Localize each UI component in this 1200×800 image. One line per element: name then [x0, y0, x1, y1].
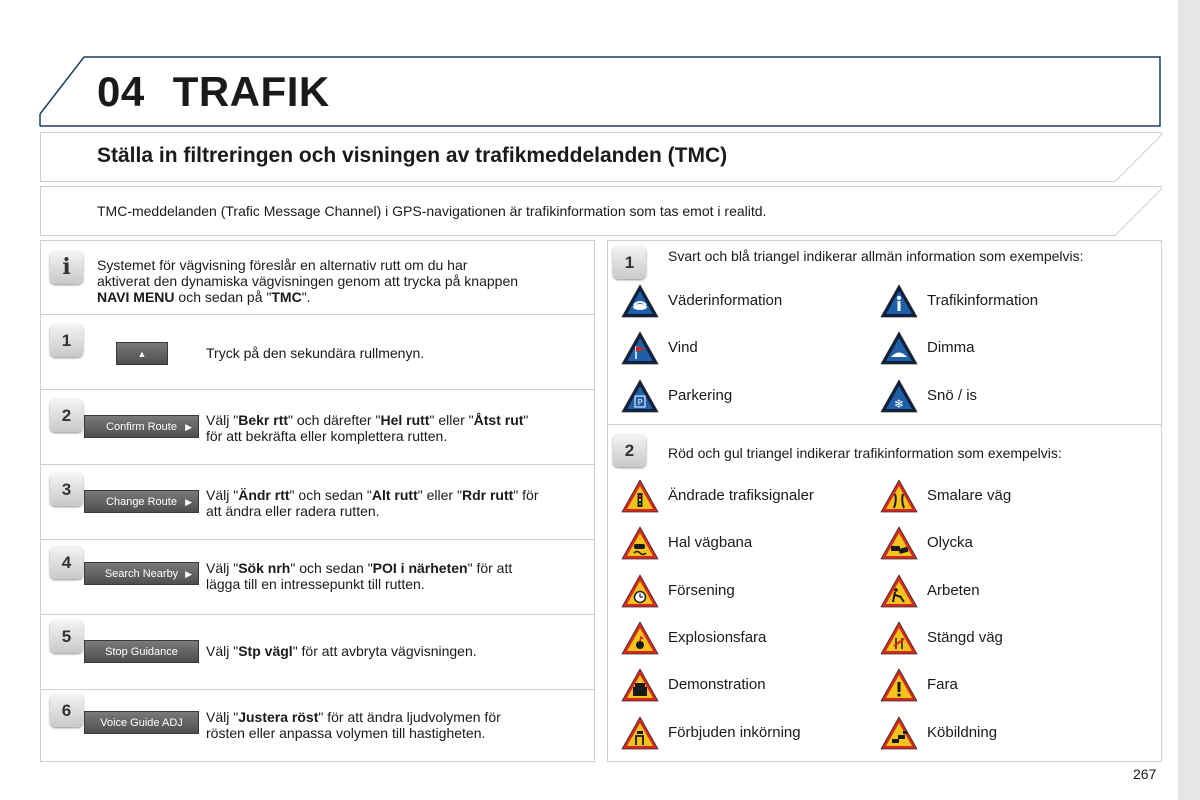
search-nearby-button[interactable]: [84, 562, 199, 585]
chapter-name: TRAFIK: [172, 68, 330, 115]
demonstration-icon: [621, 668, 659, 702]
text-fragment: " och sedan ": [290, 560, 373, 576]
change-route-button[interactable]: [84, 490, 199, 513]
menu-option-label: Bekr rtt: [238, 412, 289, 428]
explosion-hazard-icon: [621, 621, 659, 655]
intro-text: TMC-meddelanden (Trafic Message Channel) i GPS-navigationen är trafikinformation som tas emot i realitd.: [97, 203, 767, 219]
menu-option-label: Ändr rtt: [238, 487, 290, 503]
step-5-text: [206, 643, 594, 659]
parking-icon: [621, 379, 659, 413]
step-row-1: [41, 314, 594, 390]
voice-guide-adj-label: Voice Guide ADJ: [100, 717, 183, 729]
narrow-road-icon: [880, 479, 918, 513]
menu-option-label: Åtst rut: [473, 412, 524, 428]
slippery-road-icon: [621, 526, 659, 560]
closed-road-icon: [880, 621, 918, 655]
sign-label: Hal vägbana: [668, 534, 753, 552]
svg-text:❄: ❄: [893, 396, 905, 411]
step-6-badge: 6: [50, 694, 83, 727]
menu-option-label: Hel rutt: [380, 412, 430, 428]
traffic-signals-icon: [621, 479, 659, 513]
sign-label: Smalare väg: [927, 487, 1012, 504]
step-5-badge: 5: [50, 620, 83, 653]
tmc-label: TMC: [271, 289, 302, 305]
menu-option-label: POI i närheten: [372, 560, 468, 576]
weather-icon: [621, 284, 659, 318]
group-2-badge: 2: [613, 434, 646, 467]
text-fragment: lägga till en intressepunkt till rutten.: [206, 576, 425, 592]
text-fragment: för att bekräfta eller komplettera rutten.: [206, 428, 448, 444]
step-3-text: [206, 487, 594, 519]
text-fragment: " för att avbryta vägvisningen.: [292, 643, 477, 659]
step-row-6: [41, 689, 594, 761]
delay-icon: [621, 574, 659, 608]
step-1-badge: 1: [50, 324, 83, 357]
change-route-label: Change Route: [106, 496, 177, 508]
sign-label: Stängd väg: [927, 628, 1003, 646]
info-end: ".: [301, 289, 311, 305]
menu-option-label: Stp vägl: [238, 643, 293, 659]
step-row-2: [41, 389, 594, 465]
confirm-route-button[interactable]: [84, 415, 199, 438]
chevron-right-icon: ▶: [185, 497, 192, 507]
traffic-info-icon: [880, 284, 918, 318]
step-3-badge: 3: [50, 473, 83, 506]
step-row-3: [41, 464, 594, 540]
danger-icon: [880, 668, 918, 702]
sign-label: Snö / is: [927, 386, 978, 404]
menu-option-label: Justera röst: [238, 709, 319, 725]
text-fragment: Välj ": [206, 487, 239, 503]
navi-menu-label: NAVI MENU: [97, 289, 175, 305]
text-fragment: " och sedan ": [289, 487, 372, 503]
text-fragment: Välj ": [206, 643, 239, 659]
menu-option-label: Sök nrh: [238, 560, 291, 576]
chevron-right-icon: ▶: [185, 569, 192, 579]
wind-icon: [621, 331, 659, 365]
text-fragment: Välj ": [206, 709, 239, 725]
info-icon: i: [50, 251, 83, 284]
menu-option-label: Alt rutt: [371, 487, 418, 503]
voice-guide-adj-button[interactable]: [84, 711, 199, 734]
text-fragment: att ändra eller radera rutten.: [206, 503, 380, 519]
info-line-1: Systemet för vägvisning föreslår en alternativ rutt om du har: [97, 257, 468, 273]
sign-label: Väderinformation: [668, 292, 783, 309]
page-edge-strip: [1178, 0, 1200, 800]
stop-guidance-label: Stop Guidance: [105, 646, 178, 658]
text-fragment: rösten eller anpassa volymen till hastigheten.: [206, 725, 486, 741]
sign-label: Parkering: [668, 386, 733, 404]
steps-panel: [40, 240, 595, 762]
chapter-title: [97, 68, 330, 116]
chevron-right-icon: ▶: [185, 422, 192, 432]
step-row-5: [41, 614, 594, 690]
no-entry-icon: [621, 716, 659, 750]
fog-icon: [880, 331, 918, 365]
step-2-badge: 2: [50, 399, 83, 432]
step-1-text: Tryck på den sekundära rullmenyn.: [206, 345, 425, 361]
text-fragment: " för att ändra ljudvolymen för: [318, 709, 501, 725]
text-fragment: Välj ": [206, 560, 239, 576]
info-row: [41, 241, 594, 315]
group-1-badge: 1: [613, 246, 646, 279]
info-line-2: aktiverat den dynamiska vägvisningen genom att trycka på knappen: [97, 273, 519, 289]
step-4-text: [206, 560, 594, 592]
sign-label: Vind: [668, 339, 698, 357]
sign-label: Försening: [668, 581, 735, 599]
sign-label: Förbjuden inkörning: [668, 723, 801, 741]
step-2-text: [206, 412, 594, 444]
text-fragment: " för: [513, 487, 539, 503]
group-1-intro: Svart och blå triangel indikerar allmän information som exempelvis:: [668, 248, 1084, 264]
step-6-text: [206, 709, 594, 741]
secondary-menu-up-button[interactable]: ▲: [116, 342, 168, 365]
info-connector: och sedan på ": [174, 289, 272, 305]
text-fragment: " eller ": [417, 487, 462, 503]
traffic-queue-icon: [880, 716, 918, 750]
svg-text:P: P: [637, 397, 643, 407]
sign-label: Olycka: [927, 534, 973, 552]
accident-icon: [880, 526, 918, 560]
text-fragment: " eller ": [429, 412, 474, 428]
sign-label: Köbildning: [927, 723, 998, 741]
text-fragment: Välj ": [206, 412, 239, 428]
search-nearby-label: Search Nearby: [104, 568, 179, 580]
sign-label: Fara: [927, 676, 958, 694]
step-row-4: [41, 539, 594, 615]
sign-label: Arbeten: [927, 581, 980, 599]
roadworks-icon: [880, 574, 918, 608]
sign-label: Ändrade trafiksignaler: [668, 487, 814, 504]
group-divider: [608, 424, 1161, 425]
section-title: Ställa in filtreringen och visningen av trafikmeddelanden (TMC): [97, 144, 728, 167]
info-text: [97, 257, 587, 305]
text-fragment: ": [523, 412, 529, 428]
step-4-badge: 4: [50, 546, 83, 579]
sign-label: Explosionsfara: [668, 628, 767, 646]
text-fragment: " för att: [467, 560, 513, 576]
menu-option-label: Rdr rutt: [461, 487, 514, 503]
snow-ice-icon: [880, 379, 918, 413]
sign-label: Dimma: [927, 339, 975, 357]
traffic-signs-panel: [607, 240, 1162, 762]
sign-label: Demonstration: [668, 676, 766, 694]
text-fragment: " och därefter ": [288, 412, 381, 428]
stop-guidance-button[interactable]: [84, 640, 199, 663]
confirm-route-label: Confirm Route: [106, 421, 177, 433]
group-2-intro: Röd och gul triangel indikerar trafikinformation som exempelvis:: [668, 445, 1062, 461]
sign-label: Trafikinformation: [927, 292, 1039, 309]
chapter-number: 04: [97, 68, 145, 115]
page-number: 267: [1133, 766, 1157, 782]
